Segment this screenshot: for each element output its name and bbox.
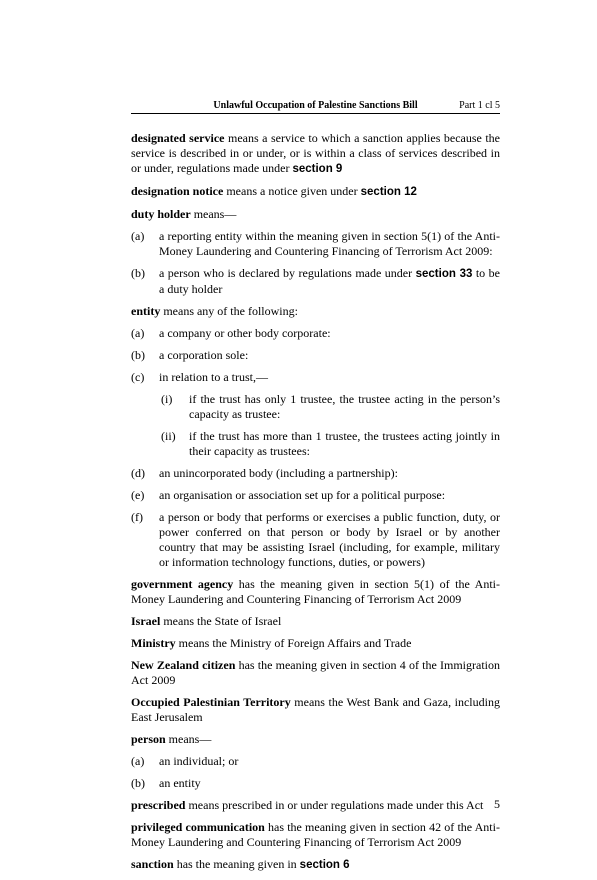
def-text: means— bbox=[165, 732, 212, 746]
item-text: an individual; or bbox=[159, 754, 239, 768]
def-text: has the meaning given in bbox=[173, 857, 300, 871]
def-ministry bbox=[131, 636, 500, 651]
def-text: has the meaning given in section 5(1) of the Anti-Money Laundering and Countering Financing of Terrorism Act 2009 bbox=[131, 577, 500, 606]
header-part: Part 1 cl 5 bbox=[459, 100, 500, 111]
item-text: to be a duty holder bbox=[159, 266, 500, 296]
item-label: (e) bbox=[131, 488, 145, 502]
item-label: (ii) bbox=[161, 429, 176, 443]
def-text: means the State of Israel bbox=[160, 614, 282, 628]
def-text: means any of the following: bbox=[160, 304, 298, 318]
item-label: (a) bbox=[131, 754, 145, 768]
list-item bbox=[131, 466, 500, 481]
def-term: prescribed bbox=[131, 798, 186, 812]
def-duty-holder bbox=[131, 207, 500, 222]
def-government-agency bbox=[131, 577, 500, 607]
header-title: Unlawful Occupation of Palestine Sanctions Bill bbox=[213, 100, 418, 111]
list-item bbox=[131, 326, 500, 341]
item-label: (a) bbox=[131, 326, 145, 340]
item-text: an unincorporated body (including a partnership): bbox=[159, 466, 398, 480]
def-term: designated service bbox=[131, 131, 225, 145]
list-item bbox=[131, 229, 500, 259]
item-text: in relation to a trust,— bbox=[159, 370, 268, 384]
item-text: a corporation sole: bbox=[159, 348, 249, 362]
def-text: means the Ministry of Foreign Affairs and Trade bbox=[175, 636, 412, 650]
item-label: (b) bbox=[131, 266, 145, 280]
section-reference: section 9 bbox=[292, 163, 343, 175]
def-entity bbox=[131, 304, 500, 319]
def-term: Israel bbox=[131, 614, 161, 628]
item-text: an organisation or association set up for a political purpose: bbox=[159, 488, 446, 502]
def-occupied-palestinian-territory bbox=[131, 695, 500, 725]
def-designation-notice bbox=[131, 184, 500, 200]
sub-list-item bbox=[131, 392, 500, 422]
item-text: if the trust has only 1 trustee, the trustee acting in the person’s capacity as trustee: bbox=[189, 392, 500, 421]
list-item bbox=[131, 510, 500, 570]
def-text: has the meaning given in section 4 of the Immigration Act 2009 bbox=[131, 658, 500, 687]
list-item bbox=[131, 370, 500, 385]
def-privileged-communication bbox=[131, 820, 500, 850]
def-term: duty holder bbox=[131, 207, 191, 221]
section-reference: section 6 bbox=[299, 859, 350, 871]
item-text: a person or body that performs or exercises a public function, duty, or power conferred on that person or body by Israel or by another country that may be assisting Israel (including, for example, military or information technology functions, duties, or powers) bbox=[159, 510, 500, 569]
def-text: means a service to which a sanction applies because the service is described in or under, or is within a class of services described in or under, regulations made under bbox=[131, 131, 501, 175]
def-term: government agency bbox=[131, 577, 234, 591]
item-label: (c) bbox=[131, 370, 145, 384]
item-text: if the trust has more than 1 trustee, the trustees acting jointly in their capacity as trustees: bbox=[189, 429, 500, 458]
definitions-body bbox=[131, 131, 500, 880]
def-prescribed bbox=[131, 798, 500, 813]
def-term: New Zealand citizen bbox=[131, 658, 236, 672]
item-label: (b) bbox=[131, 348, 145, 362]
section-reference: section 12 bbox=[360, 186, 417, 198]
item-label: (i) bbox=[161, 392, 173, 406]
def-text: means a notice given under bbox=[223, 184, 361, 198]
def-term: Occupied Palestinian Territory bbox=[131, 695, 291, 709]
def-term: entity bbox=[131, 304, 161, 318]
def-term: sanction bbox=[131, 857, 174, 871]
page-number: 5 bbox=[494, 797, 500, 811]
def-israel bbox=[131, 614, 500, 629]
def-text: means— bbox=[190, 207, 237, 221]
list-item bbox=[131, 348, 500, 363]
item-label: (a) bbox=[131, 229, 145, 243]
def-sanction bbox=[131, 857, 500, 873]
def-term: privileged communication bbox=[131, 820, 265, 834]
header-rule bbox=[131, 113, 500, 114]
item-text: a person who is declared by regulations made under bbox=[159, 266, 416, 280]
item-text: an entity bbox=[159, 776, 201, 790]
list-item bbox=[131, 266, 500, 297]
item-label: (f) bbox=[131, 510, 143, 524]
def-term: Ministry bbox=[131, 636, 176, 650]
def-text: has the meaning given in section 42 of the Anti-Money Laundering and Countering Financing of Terrorism Act 2009 bbox=[131, 820, 500, 849]
item-label: (b) bbox=[131, 776, 145, 790]
item-text: a company or other body corporate: bbox=[159, 326, 331, 340]
def-term: designation notice bbox=[131, 184, 224, 198]
list-item bbox=[131, 488, 500, 503]
def-term: person bbox=[131, 732, 166, 746]
section-reference: section 33 bbox=[415, 268, 473, 280]
def-text: means the West Bank and Gaza, including East Jerusalem bbox=[131, 695, 500, 724]
def-text: means prescribed in or under regulations made under this Act bbox=[185, 798, 484, 812]
def-designated-service bbox=[131, 131, 500, 177]
list-item bbox=[131, 754, 500, 769]
def-person bbox=[131, 732, 500, 747]
sub-list-item bbox=[131, 429, 500, 459]
def-new-zealand-citizen bbox=[131, 658, 500, 688]
item-text: a reporting entity within the meaning given in section 5(1) of the Anti-Money Laundering and Countering Financing of Terrorism Act 2009: bbox=[159, 229, 500, 258]
item-label: (d) bbox=[131, 466, 145, 480]
list-item bbox=[131, 776, 500, 791]
